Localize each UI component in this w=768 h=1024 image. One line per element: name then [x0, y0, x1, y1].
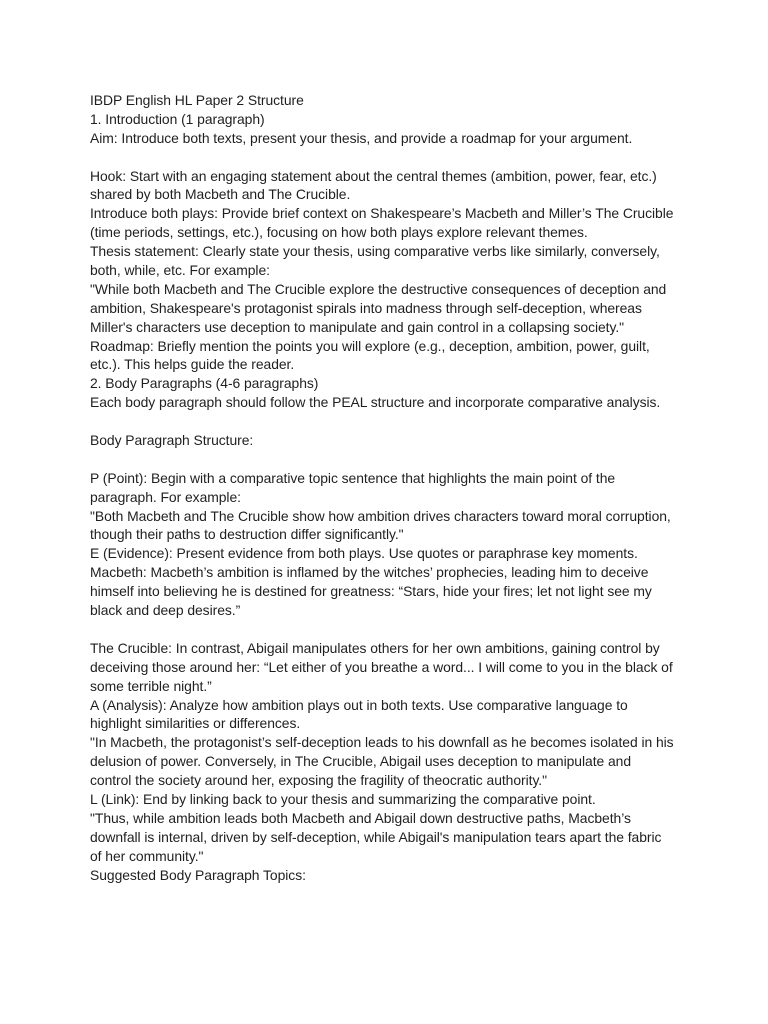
text-line: P (Point): Begin with a comparative topic sentence that highlights the main point of the	[90, 469, 616, 486]
text-line: of her community."	[90, 847, 204, 864]
text-line: "Thus, while ambition leads both Macbeth and Abigail down destructive paths, Macbeth’s	[90, 809, 631, 826]
text-line: both, while, etc. For example:	[90, 262, 270, 279]
blank-line	[90, 620, 690, 639]
text-line: deceiving those around her: “Let either of you breathe a word... I will come to you in the black of	[90, 658, 673, 675]
text-line: 1. Introduction (1 paragraph)	[90, 110, 265, 127]
text-line: The Crucible: In contrast, Abigail manipulates others for her own ambitions, gaining control by	[90, 639, 660, 656]
text-line: though their paths to destruction differ significantly."	[90, 526, 404, 543]
text-line: 2. Body Paragraphs (4-6 paragraphs)	[90, 375, 319, 392]
text-line: control the society around her, exposing the fragility of theocratic authority."	[90, 772, 548, 789]
text-line: ambition, Shakespeare's protagonist spirals into madness through self-deception, whereas	[90, 299, 642, 316]
text-line: A (Analysis): Analyze how ambition plays out in both texts. Use comparative language to	[90, 696, 628, 713]
text-line: black and deep desires.”	[90, 602, 241, 619]
blank-line	[90, 148, 690, 167]
text-line: IBDP English HL Paper 2 Structure	[90, 92, 304, 108]
text-line: "While both Macbeth and The Crucible explore the destructive consequences of deception and	[90, 280, 667, 297]
text-line: etc.). This helps guide the reader.	[90, 356, 295, 373]
text-line: shared by both Macbeth and The Crucible.	[90, 186, 351, 203]
text-line: some terrible night.”	[90, 677, 212, 694]
text-line: Suggested Body Paragraph Topics:	[90, 866, 306, 883]
text-line: Roadmap: Briefly mention the points you will explore (e.g., deception, ambition, power, guilt,	[90, 337, 650, 354]
text-line: Thesis statement: Clearly state your thesis, using comparative verbs like similarly, conversely,	[90, 243, 660, 260]
text-line: Introduce both plays: Provide brief context on Shakespeare’s Macbeth and Miller’s The Crucible	[90, 205, 674, 222]
document-body	[90, 91, 690, 884]
text-line: downfall is internal, driven by self-deception, while Abigail's manipulation tears apart the fabric	[90, 828, 662, 845]
text-line: Each body paragraph should follow the PEAL structure and incorporate comparative analysis.	[90, 394, 661, 411]
text-line: "In Macbeth, the protagonist’s self-deception leads to his downfall as he becomes isolated in his	[90, 734, 674, 751]
text-line: Body Paragraph Structure:	[90, 432, 254, 449]
text-line: himself into believing he is destined for greatness: “Stars, hide your fires; let not light see my	[90, 583, 652, 600]
text-line: paragraph. For example:	[90, 488, 241, 505]
text-line: Miller's characters use deception to manipulate and gain control in a collapsing society."	[90, 318, 625, 335]
text-line: E (Evidence): Present evidence from both plays. Use quotes or paraphrase key moments.	[90, 545, 638, 562]
text-line: Aim: Introduce both texts, present your thesis, and provide a roadmap for your argument.	[90, 129, 633, 146]
text-line: highlight similarities or differences.	[90, 715, 301, 732]
text-line: L (Link): End by linking back to your thesis and summarizing the comparative point.	[90, 790, 596, 807]
text-line: delusion of power. Conversely, in The Crucible, Abigail uses deception to manipulate and	[90, 753, 632, 770]
text-line: (time periods, settings, etc.), focusing on how both plays explore relevant themes.	[90, 224, 588, 241]
text-line: "Both Macbeth and The Crucible show how ambition drives characters toward moral corruption,	[90, 507, 671, 524]
blank-line	[90, 412, 690, 431]
text-line: Hook: Start with an engaging statement about the central themes (ambition, power, fear, etc.)	[90, 167, 657, 184]
blank-line	[90, 450, 690, 469]
text-line: Macbeth: Macbeth’s ambition is inflamed by the witches’ prophecies, leading him to deceive	[90, 564, 649, 581]
